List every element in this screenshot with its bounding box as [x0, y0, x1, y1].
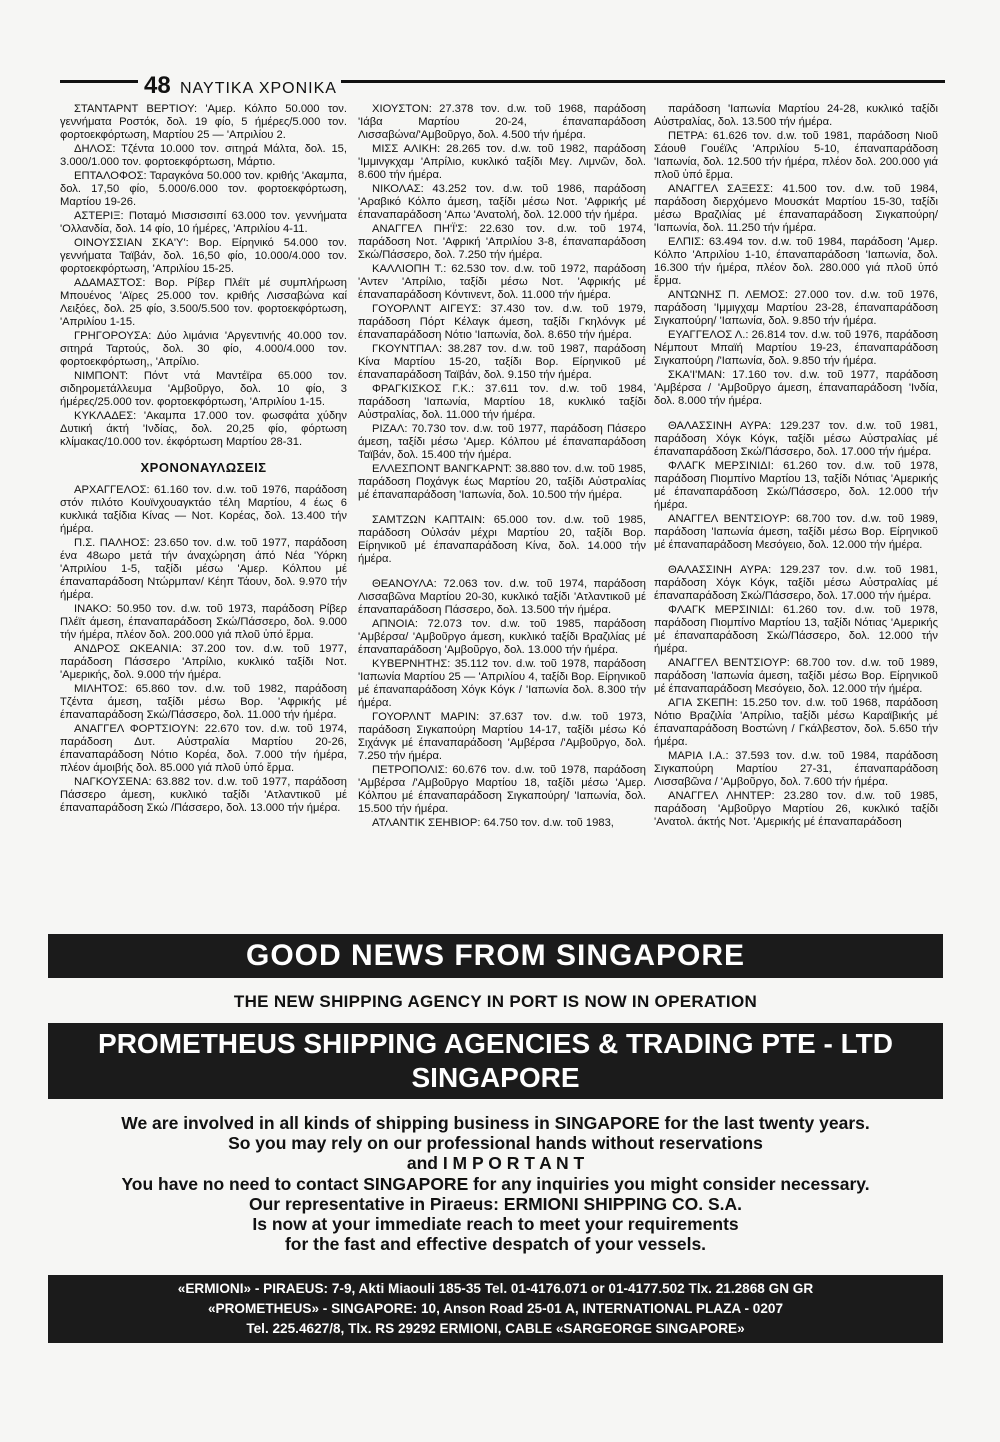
charter-entry: ΡΙΖΑΛ: 70.730 τον. d.w. τοῦ 1977, παράδοση Πάσερο άμεση, ταξίδι μέσω 'Αμερ. Κόλπου μέ έπαναπαράδοση Ταϊβάν, δολ. 15.400 τήν ήμέρα. — [358, 423, 646, 461]
charter-entry: ΕΥΑΓΓΕΛΟΣ Λ.: 26.814 τον. d.w. τοῦ 1976, παράδοση Νέμπουτ Μπαϊή Μαρτίου 19-23, έπαναπαράδοση Σιγκαπούρη /'Ιαπωνία, δολ. 9.850 τήν ήμέρα. — [654, 329, 938, 367]
advert-body-line: Our representative in Piraeus: ERMIONI SHIPPING CO. S.A. — [248, 1193, 743, 1214]
charter-entry: παράδοση 'Ιαπωνία Μαρτίου 24-28, κυκλικό ταξίδι Αὐστραλίας, δολ. 13.500 τήν ήμέρα. — [654, 103, 938, 128]
charter-entry: ΜΑΡΙΑ Ι.Α.: 37.593 τον. d.w. τοῦ 1984, παράδοση Σιγκαπούρη Μαρτίου 27-31, έπαναπαράδοση Λισσαβῶνα / 'Αμβοῦργο, δολ. 7.600 τήν ήμέρα. — [654, 750, 938, 788]
charter-entry: ΔΗΛΟΣ: Τζέντα 10.000 τον. σιτηρά Μάλτα, δολ. 15, 3.000/1.000 τον. φορτοεκφόρτωση, Μάρτιο. — [60, 143, 347, 168]
advert-company-banner — [48, 1023, 943, 1099]
charter-entry: ΝΙΚΟΛΑΣ: 43.252 τον. d.w. τοῦ 1986, παράδοση 'Αραβικό Κόλπο άμεση, ταξίδι μέσω Νοτ. 'Αφρικής μέ έπαναπαράδοση 'Απω 'Ανατολή, δολ. 12.000 τήν ήμέρα. — [358, 183, 646, 221]
charter-entry: ΓΡΗΓΟΡΟΥΣΑ: Δύο λιμάνια 'Αργεντινής 40.000 τον. σιτηρά Ταρτούς, δολ. 30 φίο, 4.000/4.000 τον. φορτοεκφόρτωση,, 'Απρίλιο. — [60, 330, 347, 368]
charter-entry: ΓΚΟΥΝΤΠΑΛ: 38.287 τον. d.w. τοῦ 1987, παράδοση Κίνα Μαρτίου 15-20, ταξίδι Βορ. Είρηνικοῦ μέ έπαναπαράδοση Ταϊβάν, δολ. 9.150 τήν ήμέρα. — [358, 343, 646, 381]
charter-entry: ΣΤΑΝΤΑΡΝΤ ΒΕΡΤΙΟΥ: 'Αμερ. Κόλπο 50.000 τον. γεννήματα Ροστόκ, δολ. 19 φίο, 5 ήμέρες/5.000 τον. φορτοεκφόρτωση, Μαρτίου 25 — 'Απριλίου 2. — [60, 103, 347, 141]
charter-entry: ΣΚΑ'Ι'ΜΑΝ: 17.160 τον. d.w. τοῦ 1977, παράδοση 'Αμβέρσα / 'Αμβοῦργο άμεση, έπαναπαράδοση 'Ινδία, δολ. 8.000 τήν ήμέρα. — [654, 369, 938, 407]
contact-line: «PROMETHEUS» - SINGAPORE: 10, Anson Road 25-01 A, INTERNATIONAL PLAZA - 0207 — [207, 1301, 784, 1316]
advert-subheadline: THE NEW SHIPPING AGENCY IN PORT IS NOW IN OPERATION — [233, 992, 758, 1011]
charter-entry: ΦΛΑΓΚ ΜΕΡΣΙΝΙΔΙ: 61.260 τον. d.w. τοῦ 1978, παράδοση Πιομπίνο Μαρτίου 13, ταξίδι Νότιας 'Αμερικής μέ έπαναπαράδοση Σκώ/Πάσσερο, δολ. 12.000 τήν ήμέρα. — [654, 460, 938, 511]
charter-entry: ΠΕΤΡΟΠΟΛΙΣ: 60.676 τον. d.w. τοῦ 1978, παράδοση 'Αμβέρσα /'Αμβοῦργο Μαρτίου 18, ταξίδι μέσω 'Αμερ. Κόλπου μέ έπαναπαράδοση Σιγκαπούρη/ 'Ιαπωνία, δολ. 15.500 τήν ήμέρα. — [358, 764, 646, 815]
charter-entry: ΚΥΒΕΡΝΗΤΗΣ: 35.112 τον. d.w. τοῦ 1978, παράδοση 'Ιαπωνία Μαρτίου 25 — 'Απριλίου 4, ταξίδι Βορ. Είρηνικοῦ μέ έπαναπαράδοση Χόγκ Κόγκ / 'Ιαπωνία δολ. 8.300 τήν ήμέρα. — [358, 658, 646, 709]
charter-entry: ΘΑΛΑΣΣΙΝΗ ΑΥΡΑ: 129.237 τον. d.w. τοῦ 1981, παράδοση Χόγκ Κόγκ, ταξίδι μέσω Αὐστραλίας μέ έπαναπαράδοση Σκώ/Πάσσερο, δολ. 17.000 τήν ήμέρα. — [654, 564, 938, 602]
charter-entry: ΘΕΑΝΟΥΛΑ: 72.063 τον. d.w. τοῦ 1974, παράδοση Λισσαβῶνα Μαρτίου 20-30, κυκλικό ταξίδι 'Ατλαντικοῦ μέ έπαναπαράδοση Πάσσερο, δολ. 13.500 τήν ήμέρα. — [358, 578, 646, 616]
column-1 — [60, 103, 347, 816]
page-header — [60, 72, 945, 99]
charter-entry: ΑΝΑΓΓΕΛ ΒΕΝΤΣΙΟΥΡ: 68.700 τον. d.w. τοῦ 1989, παράδοση 'Ιαπωνία άμεση, ταξίδι μέσω Βορ. Είρηνικοῦ μέ έπαναπαράδοση Μεσόγειο, δολ. 12.000 τήν ήμέρα. — [654, 513, 938, 551]
charter-entry: ΑΝΔΡΟΣ ΩΚΕΑΝΙΑ: 37.200 τον. d.w. τοῦ 1977, παράδοση Πάσσερο 'Απρίλιο, κυκλικό ταξίδι Νοτ. 'Αμερικής, δολ. 9.000 τήν ήμέρα. — [60, 643, 347, 681]
charter-entry: ΑΓΙΑ ΣΚΕΠΗ: 15.250 τον. d.w. τοῦ 1968, παράδοση Νότιο Βραζιλία 'Απρίλιο, ταξίδι μέσω Καραϊβικής μέ έπαναπαράδοση Βοστώνη / Γκάλβεστον, δολ. 5.650 τήν ήμέρα. — [654, 697, 938, 748]
charter-entry: ΑΔΑΜΑΣΤΟΣ: Βορ. Ρίβερ Πλέϊτ μέ συμπλήρωση Μπουένος 'Αϊρες 25.000 τον. κριθής Λισσαβώνα καί Λειξόες, δολ. 25 φίο, 3.500/5.500 τον. φορτοεκφόρτωση, 'Απριλίου 1-15. — [60, 277, 347, 328]
contact-line: «ERMIONI» - PIRAEUS: 7-9, Akti Miaouli 185-35 Tel. 01-4176.071 or 01-4177.502 Tlx. 21.2868 GN GR — [177, 1281, 814, 1296]
charter-entry: ΕΛΛΕΣΠΟΝΤ ΒΑΝΓΚΑΡΝΤ: 38.880 τον. d.w. τοῦ 1985, παράδοση Ποχάνγκ έως Μαρτίου 20, ταξίδι Αὐστραλίας μέ έπαναπαράδοση 'Ιαπωνία, δολ. 10.500 τήν ήμέρα. — [358, 463, 646, 501]
charter-entry: ΑΣΤΕΡΙΞ: Ποταμό Μισσισσιπί 63.000 τον. γεννήματα 'Ολλανδία, δολ. 14 φίο, 10 ήμέρες, 'Απριλίου 4-11. — [60, 210, 347, 235]
charter-entry: ΑΝΑΓΓΕΛ ΣΑΞΕΣΣ: 41.500 τον. d.w. τοῦ 1984, παράδοση διερχόμενο Μουσκάτ Μαρτίου 15-30, ταξίδι μέσω Βραζιλίας μέ έπαναπαράδοση Σιγκαπούρη/ 'Ιαπωνία, δολ. 11.250 τήν ήμέρα. — [654, 183, 938, 234]
charter-entry: ΣΑΜΤΖΩΝ ΚΑΠΤΑΙΝ: 65.000 τον. d.w. τοῦ 1985, παράδοση Οὐλσάν μέχρι Μαρτίου 20, ταξίδι Βορ. Είρηνικοῦ μέ έπαναπαράδοση Κίνα, δολ. 14.000 τήν ήμέρα. — [358, 514, 646, 565]
company-city: SINGAPORE — [411, 1062, 580, 1093]
column-3 — [654, 103, 938, 830]
advert-body — [48, 1113, 943, 1254]
charter-entry: ΚΑΛΛΙΟΠΗ Τ.: 62.530 τον. d.w. τοῦ 1972, παράδοση 'Αντεν 'Απρίλιο, ταξίδι μέσω Νοτ. 'Αφρικής μέ έπαναπαράδοση Κόντινεντ, δολ. 11.000 τήν ήμέρα. — [358, 263, 646, 301]
charter-entry: ΦΡΑΓΚΙΣΚΟΣ Γ.Κ.: 37.611 τον. d.w. τοῦ 1984, παράδοση 'Ιαπωνία, Μαρτίου 18, κυκλικό ταξίδι Αὐστραλίας, δολ. 11.000 τήν ήμέρα. — [358, 383, 646, 421]
charter-entry: ΑΠΝΟΙΑ: 72.073 τον. d.w. τοῦ 1985, παράδοση 'Αμβέρσα/ 'Αμβοῦργο άμεση, κυκλικό ταξίδι Βραζιλίας μέ έπαναπαράδοση 'Αμβοῦργο, δολ. 13.000 τήν ήμέρα. — [358, 618, 646, 656]
advert-body-line: We are involved in all kinds of shipping business in SINGAPORE for the last twenty years. — [121, 1113, 870, 1133]
charter-entry: ΠΕΤΡΑ: 61.626 τον. d.w. τοῦ 1981, παράδοση Νιοῦ Σάουθ Γουέϊλς 'Απριλίου 5-10, έπαναπαράδοση 'Ιαπωνία, δολ. 12.500 τήν ήμέρα, πλέον δολ. 200.000 γιά πλοῦ ὑπό ἕρμα. — [654, 130, 938, 181]
charter-entry: ΙΝΑΚΟ: 50.950 τον. d.w. τοῦ 1973, παράδοση Ρίβερ Πλέϊτ άμεση, έπαναπαράδοση Σκώ/Πάσσερο, δολ. 9.000 τήν ήμέρα, πλέον δολ. 200.000 γιά πλοῦ ὑπό ἕρμα. — [60, 603, 347, 641]
advert-body-line: Is now at your immediate reach to meet your requirements — [252, 1214, 739, 1235]
charter-entry: ΓΟΥΟΡΛΝΤ ΑΙΓΕΥΣ: 37.430 τον. d.w. τοῦ 1979, παράδοση Πόρτ Κέλαγκ άμεση, ταξίδι Γκηλόνγκ μέ έπαναπαράδοση Νότιο 'Ιαπωνία, δολ. 8.650 τήν ήμέρα. — [358, 303, 646, 341]
advert-body-line: and I M P O R T A N T — [406, 1153, 585, 1174]
advert-body-line: for the fast and effective despatch of your vessels. — [284, 1234, 707, 1255]
charter-entry: ΦΛΑΓΚ ΜΕΡΣΙΝΙΔΙ: 61.260 τον. d.w. τοῦ 1978, παράδοση Πιομπίνο Μαρτίου 13, ταξίδι Νότιας 'Αμερικής μέ έπαναπαράδοση Σκώ/Πάσσερο, δολ. 12.000 τήν ήμέρα. — [654, 604, 938, 655]
charter-entry: ΘΑΛΑΣΣΙΝΗ ΑΥΡΑ: 129.237 τον. d.w. τοῦ 1981, παράδοση Χόγκ Κόγκ, ταξίδι μέσω Αὐστραλίας μέ έπαναπαράδοση Σκώ/Πάσσερο, δολ. 17.000 τήν ήμέρα. — [654, 420, 938, 458]
advert-headline: GOOD NEWS FROM SINGAPORE — [48, 934, 943, 978]
column-2 — [358, 103, 646, 831]
advert-contact-box — [48, 1275, 943, 1343]
advert-body-line: So you may rely on our professional hands without reservations — [228, 1133, 763, 1154]
charter-entry: ΕΠΤΑΛΟΦΟΣ: Ταραγκόνα 50.000 τον. κριθής 'Ακαμπα, δολ. 17,50 φίο, 5.000/6.000 τον. φορτοεκφόρτωση, Μαρτίου 19-26. — [60, 170, 347, 208]
publication-title: ΝΑΥΤΙΚΑ ΧΡΟΝΙΚΑ — [176, 80, 341, 98]
charter-entry: ΜΙΛΗΤΟΣ: 65.860 τον. d.w. τοῦ 1982, παράδοση Τζέντα άμεση, ταξίδι μέσω Βορ. 'Αφρικής μέ έπαναπαράδοση Σκώ/Πάσσερο, δολ. 11.000 τήν ήμέρα. — [60, 683, 347, 721]
charter-entry: ΑΝΑΓΓΕΛ ΒΕΝΤΣΙΟΥΡ: 68.700 τον. d.w. τοῦ 1989, παράδοση 'Ιαπωνία άμεση, ταξίδι μέσω Βορ. Είρηνικοῦ μέ έπαναπαράδοση Μεσόγειο, δολ. 12.000 τήν ήμέρα. — [654, 657, 938, 695]
charter-entry: ΑΤΛΑΝΤΙΚ ΣΕΗΒΙΟΡ: 64.750 τον. d.w. τοῦ 1983, — [372, 817, 614, 829]
company-name: PROMETHEUS SHIPPING AGENCIES & TRADING PTE - LTD — [98, 1028, 893, 1059]
charter-entry: ΑΝΑΓΓΕΛ ΦΟΡΤΣΙΟΥΝ: 22.670 τον. d.w. τοῦ 1974, παράδοση Δυτ. Αὐστραλία Μαρτίου 20-26, έπαναπαράδοση Νότιο Κορέα, δολ. 7.000 τήν ήμέρα, πλέον άμοιβής δολ. 85.000 γιά πλοῦ ὑπό ἕρμα. — [60, 723, 347, 774]
charter-entry: ΓΟΥΟΡΛΝΤ ΜΑΡΙΝ: 37.637 τον. d.w. τοῦ 1973, παράδοση Σιγκαπούρη Μαρτίου 14-17, ταξίδι μέσω Κό Σιχάνγκ μέ έπαναπαράδοση 'Αμβέρσα /'Αμβοῦργο, δολ. 7.250 τήν ήμέρα. — [358, 711, 646, 762]
contact-line: Tel. 225.4627/8, Tlx. RS 29292 ERMIONI, CABLE «SARGEORGE SINGAPORE» — [246, 1321, 745, 1336]
charter-entry: ΑΡΧΑΓΓΕΛΟΣ: 61.160 τον. d.w. τοῦ 1976, παράδοση στόν πιλότο Κουϊνχουαγκτάο τέλη Μαρτίου, 4 έως 6 κυκλικά ταξίδια Κίνας — Νοτ. Κορέας, δολ. 13.400 τήν ήμέρα. — [60, 484, 347, 535]
charter-entry: ΜΙΣΣ ΑΛΙΚΗ: 28.265 τον. d.w. τοῦ 1982, παράδοση 'Ιμμινγκχαμ 'Απρίλιο, κυκλικό ταξίδι Μεγ. Λιμνῶν, δολ. 8.600 τήν ήμέρα. — [358, 143, 646, 181]
advert-body-line: You have no need to contact SINGAPORE for any inquiries you might consider necessary. — [121, 1173, 870, 1194]
charter-entry: Π.Σ. ΠΑΛΗΟΣ: 23.650 τον. d.w. τοῦ 1977, παράδοση ένα 48ωρο μετά τήν άναχώρηση άπό Νέα 'Υόρκη 'Απριλίου 1-5, ταξίδι μέσω 'Αμερ. Κόλπου μέ έπαναπαράδοση Ντώρμπαν/ Κέηπ Τάουν, δολ. 9.970 τήν ήμέρα. — [60, 537, 347, 601]
charter-entry: ΑΝΑΓΓΕΛ ΠΗ'Ϊ'Σ: 22.630 τον. d.w. τοῦ 1974, παράδοση Νοτ. 'Αφρική 'Απριλίου 3-8, έπαναπαράδοση Σκώ/Πάσσερο, δολ. 7.250 τήν ήμέρα. — [358, 223, 646, 261]
charter-entry: ΑΝΤΩΝΗΣ Π. ΛΕΜΟΣ: 27.000 τον. d.w. τοῦ 1976, παράδοση 'Ιμμιγχαμ Μαρτίου 23-28, έπαναπαράδοση Σιγκαπούρη/ 'Ιαπωνία, δολ. 9.850 τήν ήμέρα. — [654, 289, 938, 327]
charter-entry: ΚΥΚΛΑΔΕΣ: 'Ακαμπα 17.000 τον. φωσφάτα χύδην Δυτική άκτή 'Ινδίας, δολ. 20,25 φίο, φόρτωση κλίμακας/10.000 τον. έκφόρτωση Μαρτίου 28-31. — [60, 410, 347, 448]
charter-entry: ΧΙΟΥΣΤΟΝ: 27.378 τον. d.w. τοῦ 1968, παράδοση 'Ιάβα Μαρτίου 20-24, έπαναπαράδοση Λισσαβώνα/'Αμβοῦργο, δολ. 4.500 τήν ήμέρα. — [358, 103, 646, 141]
charter-entry: ΝΑΓΚΟΥΣΕΝΑ: 63.882 τον. d.w. τοῦ 1977, παράδοση Πάσσερο άμεση, κυκλικό ταξίδι 'Ατλαντικοῦ μέ έπαναπαράδοση Σκώ /Πάσσερο, δολ. 13.000 τήν ήμέρα. — [60, 776, 347, 814]
section-title: ΧΡΟΝΟΝΑΥΛΩΣΕΙΣ — [140, 460, 267, 475]
charter-entry: ΑΝΑΓΓΕΛ ΛΗΝΤΕΡ: 23.280 τον. d.w. τοῦ 1985, παράδοση 'Αμβοῦργο Μαρτίου 26, κυκλικό ταξίδι 'Ανατολ. άκτής Νοτ. 'Αμερικής μέ έπαναπαράδοση — [654, 790, 938, 828]
page-number: 48 — [138, 74, 177, 98]
charter-entry: ΕΛΠΙΣ: 63.494 τον. d.w. τοῦ 1984, παράδοση 'Αμερ. Κόλπο 'Απριλίου 1-10, έπαναπαράδοση 'Ιαπωνία, δολ. 16.300 τήν ήμέρα, πλέον δολ. 280.000 γιά πλοῦ ὑπό ἕρμα. — [654, 236, 938, 287]
charter-entry: ΝΙΜΠΟΝΤ: Πόντ ντά Μαντέϊρα 65.000 τον. σιδηρομετάλλευμα 'Αμβοῦργο, δολ. 10 φίο, 3 ήμέρες/25.000 τον. φορτοεκφόρτωση, 'Απριλίου 1-15. — [60, 370, 347, 408]
charter-entry: ΟΙΝΟΥΣΣΙΑΝ ΣΚΑ'Υ': Βορ. Είρηνικό 54.000 τον. γεννήματα Ταϊβάν, δολ. 16,50 φίο, 10.000/4.000 τον. φορτοεκφόρτωση, 'Απριλίου 15-25. — [60, 237, 347, 275]
